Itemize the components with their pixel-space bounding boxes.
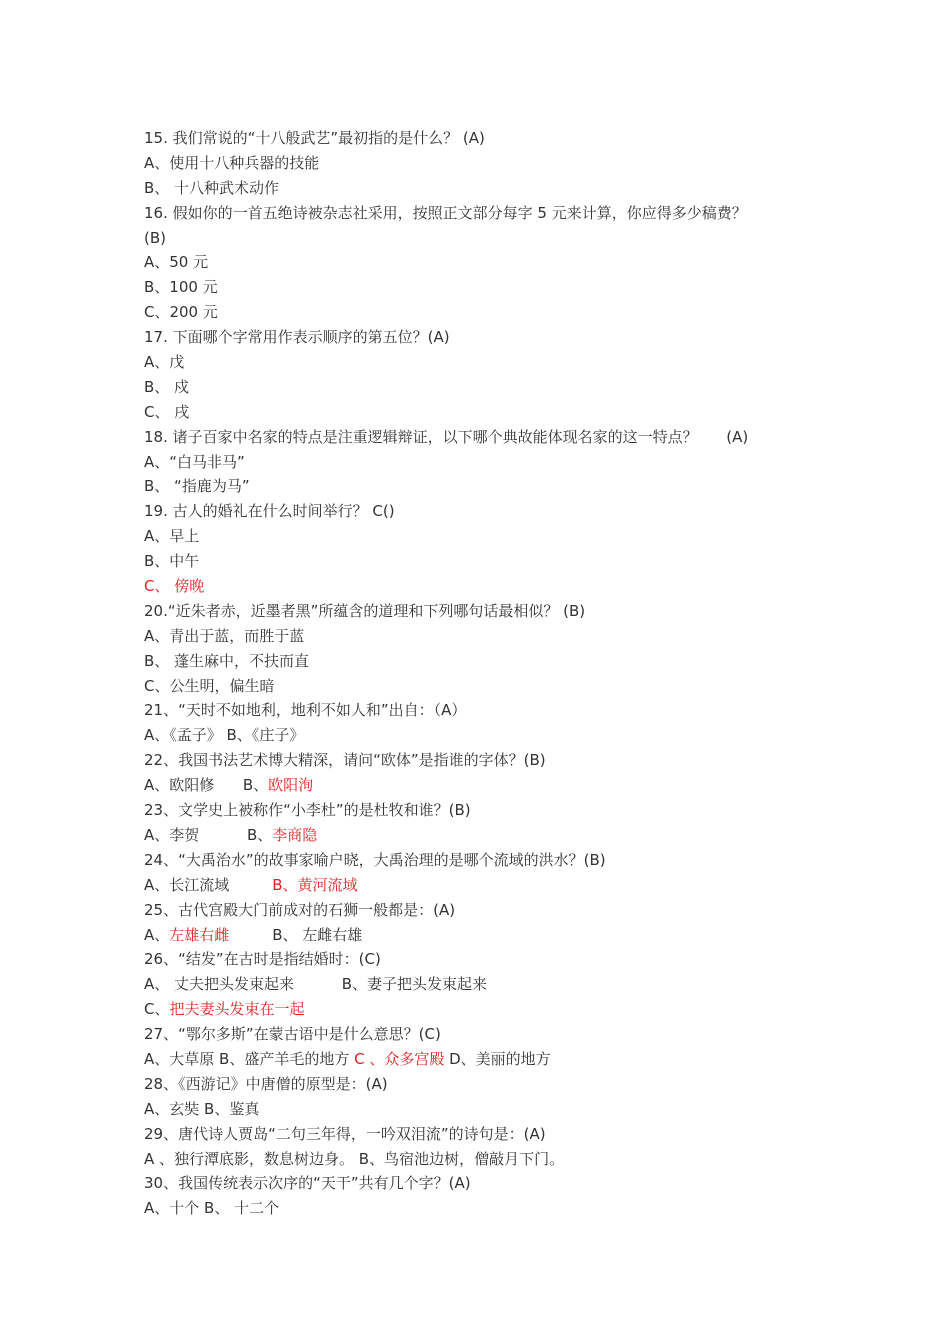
highlighted-answer: C、 傍晚 bbox=[144, 577, 205, 596]
text-line bbox=[144, 997, 824, 1022]
text-line bbox=[144, 848, 824, 873]
text-line bbox=[144, 1097, 824, 1122]
line-text: 28、《西游记》中唐僧的原型是：(A) bbox=[144, 1074, 388, 1093]
line-text: 16. 假如你的一首五绝诗被杂志社采用，按照正文部分每字 5 元来计算，你应得多少稿费？ bbox=[144, 203, 747, 222]
line-text: A、使用十八种兵器的技能 bbox=[144, 153, 320, 172]
line-text: C、 戌 bbox=[144, 402, 190, 421]
line-text: B、 戍 bbox=[144, 377, 190, 396]
line-text: 21、“天时不如地利，地利不如人和”出自：（A） bbox=[144, 701, 467, 720]
text-line bbox=[144, 474, 824, 499]
line-text: 17. 下面哪个字常用作表示顺序的第五位？(A) bbox=[144, 328, 450, 347]
line-text: A、《孟子》 B、《庄子》 bbox=[144, 726, 305, 745]
text-line bbox=[144, 350, 824, 375]
line-text: 27、“鄂尔多斯”在蒙古语中是什么意思？(C) bbox=[144, 1025, 441, 1044]
line-text: 29、唐代诗人贾岛“二句三年得，一吟双泪流”的诗句是：(A) bbox=[144, 1124, 546, 1143]
text-line bbox=[144, 1196, 824, 1221]
text-line bbox=[144, 201, 824, 226]
line-text: B、 “指鹿为马” bbox=[144, 477, 250, 496]
text-line bbox=[144, 1022, 824, 1047]
text-line bbox=[144, 873, 824, 898]
line-text: A 、独行潭底影，数息树边身。 B、鸟宿池边树，僧敲月下门。 bbox=[144, 1149, 565, 1168]
line-text: C、200 元 bbox=[144, 303, 218, 322]
line-text: B、 左雌右雄 bbox=[229, 925, 363, 944]
line-text: B、 十八种武术动作 bbox=[144, 178, 280, 197]
text-line bbox=[144, 176, 824, 201]
line-text: 22、我国书法艺术博大精深，请问“欧体”是指谁的字体？(B) bbox=[144, 751, 546, 770]
line-text: A、欧阳修 B、 bbox=[144, 776, 269, 795]
text-line bbox=[144, 300, 824, 325]
text-line bbox=[144, 798, 824, 823]
highlighted-answer: 左雄右雌 bbox=[169, 925, 230, 944]
text-line bbox=[144, 698, 824, 723]
line-text: A、早上 bbox=[144, 527, 200, 546]
line-text: 20.“近朱者赤，近墨者黑”所蕴含的道理和下列哪句话最相似？ (B) bbox=[144, 601, 586, 620]
text-line bbox=[144, 375, 824, 400]
text-line bbox=[144, 400, 824, 425]
text-line bbox=[144, 151, 824, 176]
highlighted-answer: 欧阳洵 bbox=[268, 776, 314, 795]
text-line bbox=[144, 1171, 824, 1196]
text-line bbox=[144, 250, 824, 275]
text-line bbox=[144, 325, 824, 350]
line-text: A、长江流域 bbox=[144, 875, 273, 894]
text-line bbox=[144, 649, 824, 674]
text-line bbox=[144, 1147, 824, 1172]
line-text: A、青出于蓝，而胜于蓝 bbox=[144, 626, 305, 645]
text-line bbox=[144, 773, 824, 798]
text-line bbox=[144, 126, 824, 151]
text-line bbox=[144, 624, 824, 649]
text-line bbox=[144, 1047, 824, 1072]
text-line bbox=[144, 972, 824, 997]
line-text: A、 丈夫把头发束起来 B、妻子把头发束起来 bbox=[144, 975, 488, 994]
line-text: A、大草原 B、盛产羊毛的地方 bbox=[144, 1049, 355, 1068]
text-line bbox=[144, 275, 824, 300]
text-line bbox=[144, 499, 824, 524]
line-text: A、李贺 B、 bbox=[144, 825, 273, 844]
text-line bbox=[144, 1072, 824, 1097]
line-text: 26、“结发”在古时是指结婚时：(C) bbox=[144, 950, 381, 969]
line-text: 15. 我们常说的“十八般武艺”最初指的是什么？ (A) bbox=[144, 129, 485, 147]
text-line bbox=[144, 1122, 824, 1147]
line-text: (B) bbox=[144, 228, 166, 247]
line-text: 23、文学史上被称作“小李杜”的是杜牧和谁？(B) bbox=[144, 801, 471, 820]
line-text: A、 bbox=[144, 925, 170, 944]
highlighted-answer: B、黄河流域 bbox=[272, 875, 358, 894]
line-text: 18. 诸子百家中名家的特点是注重逻辑辩证，以下哪个典故能体现名家的这一特点？ (A) bbox=[144, 427, 749, 446]
highlighted-answer: C 、众多宫殿 bbox=[354, 1049, 445, 1068]
text-line bbox=[144, 823, 824, 848]
text-line bbox=[144, 923, 824, 948]
text-line bbox=[144, 947, 824, 972]
line-text: C、公生明，偏生暗 bbox=[144, 676, 275, 695]
line-text: 24、“大禹治水”的故事家喻户晓，大禹治理的是哪个流域的洪水？(B) bbox=[144, 850, 606, 869]
highlighted-answer: 把夫妻头发束在一起 bbox=[169, 1000, 305, 1019]
text-line bbox=[144, 450, 824, 475]
text-line bbox=[144, 723, 824, 748]
line-text: A、戊 bbox=[144, 353, 185, 372]
line-text: A、“白马非马” bbox=[144, 452, 245, 471]
line-text: D、美丽的地方 bbox=[444, 1049, 551, 1068]
document-page bbox=[144, 126, 824, 1221]
line-text: B、 蓬生麻中，不扶而直 bbox=[144, 651, 310, 670]
text-line bbox=[144, 898, 824, 923]
line-text: 30、我国传统表示次序的“天干”共有几个字？(A) bbox=[144, 1174, 471, 1193]
line-text: 25、古代宫殿大门前成对的石狮一般都是：(A) bbox=[144, 900, 456, 919]
text-line bbox=[144, 524, 824, 549]
line-text: A、玄奘 B、鉴真 bbox=[144, 1099, 260, 1118]
text-line bbox=[144, 599, 824, 624]
text-line bbox=[144, 674, 824, 699]
line-text: A、十个 B、 十二个 bbox=[144, 1199, 280, 1218]
text-line bbox=[144, 748, 824, 773]
highlighted-answer: 李商隐 bbox=[272, 825, 318, 844]
line-text: 19. 古人的婚礼在什么时间举行？ C() bbox=[144, 502, 395, 521]
text-line bbox=[144, 549, 824, 574]
line-text: B、100 元 bbox=[144, 278, 218, 297]
line-text: B、中午 bbox=[144, 552, 200, 571]
line-text: C、 bbox=[144, 1000, 170, 1019]
text-line bbox=[144, 425, 824, 450]
line-text: A、50 元 bbox=[144, 253, 209, 272]
text-line bbox=[144, 226, 824, 251]
text-line bbox=[144, 574, 824, 599]
